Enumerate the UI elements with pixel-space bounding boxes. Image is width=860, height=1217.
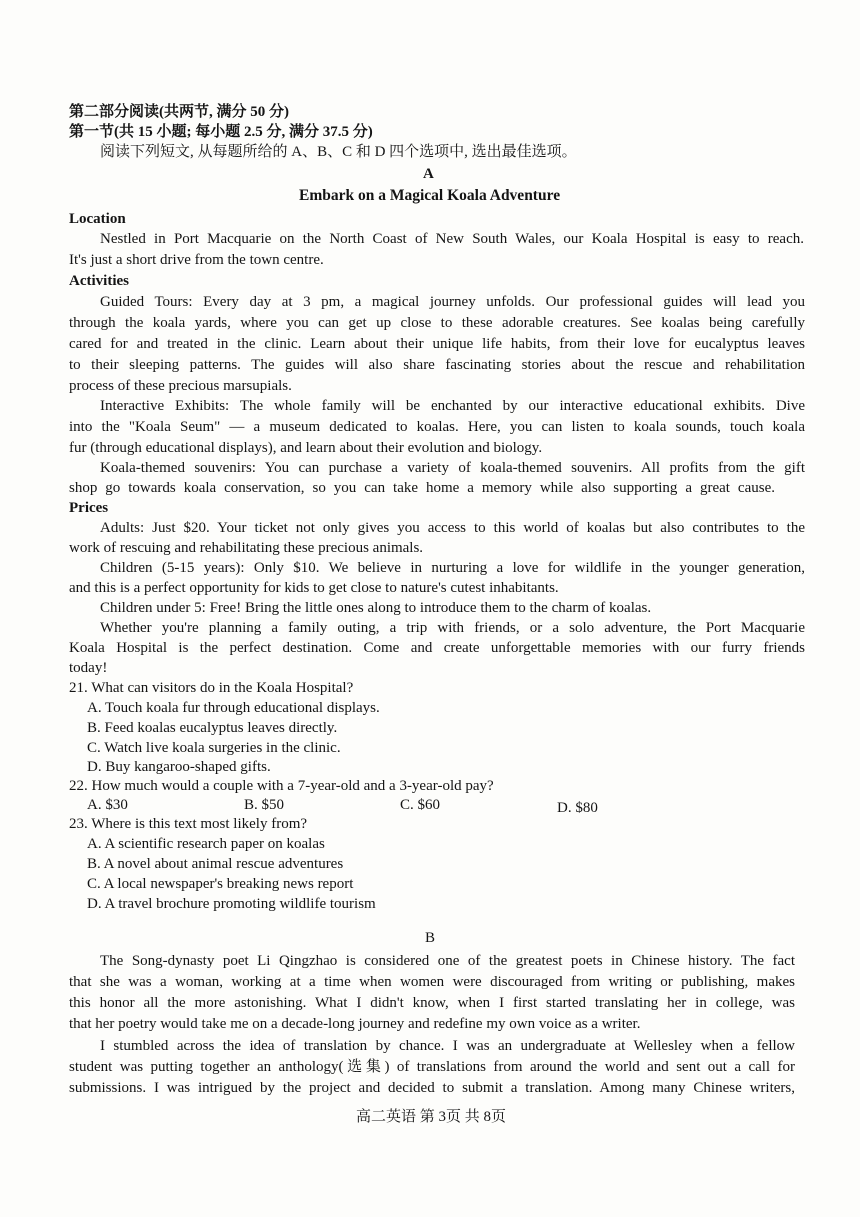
passage-a-letter: A xyxy=(423,166,434,182)
under5-line: Children under 5: Free! Bring the little ones along to introduce them to the charm of koalas. xyxy=(100,600,652,616)
children-line-1: Children (5-15 years): Only $10. We believe in nurturing a love for wildlife in the younger generation, xyxy=(100,560,805,576)
passage-b-p1-line-4: that her poetry would take me on a decade-long journey and redefine my own voice as a writer. xyxy=(69,1016,641,1032)
tours-line-4: to their sleeping patterns. The guides will also share fascinating stories about the rescue and rehabilitation xyxy=(69,357,805,373)
section-heading: 第一节(共 15 小题; 每小题 2.5 分, 满分 37.5 分) xyxy=(69,124,373,140)
tours-line-2: through the koala yards, where you can get up close to these adorable creatures. See koalas being carefully xyxy=(69,315,805,331)
passage-b-p2-line-3: submissions. I was intrigued by the project and decided to submit a translation. Among many Chinese writers, xyxy=(69,1080,795,1096)
question-23-option-b[interactable]: B. A novel about animal rescue adventures xyxy=(87,856,344,872)
passage-b-p1-line-1: The Song-dynasty poet Li Qingzhao is considered one of the greatest poets in Chinese history. The fact xyxy=(100,953,795,969)
adults-line-2: work of rescuing and rehabilitating these precious animals. xyxy=(69,540,424,556)
location-heading: Location xyxy=(69,211,126,227)
exhibits-line-2: into the "Koala Seum" — a museum dedicated to koalas. Here, you can listen to koala sounds, touch koala xyxy=(69,419,805,435)
tours-line-3: cared for and treated in the clinic. Learn about their unique life habits, from their love for eucalyptus leaves xyxy=(69,336,805,352)
question-22-option-d[interactable]: D. $80 xyxy=(557,800,598,816)
adults-line-1: Adults: Just $20. Your ticket not only gives you access to this world of koalas but also contributes to the xyxy=(100,520,805,536)
question-21-option-a[interactable]: A. Touch koala fur through educational displays. xyxy=(87,700,380,716)
question-22-option-a[interactable]: A. $30 xyxy=(87,797,128,813)
souvenirs-line-2: shop go towards koala conservation, so you can take home a memory while also supporting a great cause. xyxy=(69,480,775,496)
prices-heading: Prices xyxy=(69,500,109,516)
exhibits-line-1: Interactive Exhibits: The whole family will be enchanted by our interactive educational exhibits. Dive xyxy=(100,398,805,414)
passage-b-p2-line-2: student was putting together an anthology(选集) of translations from around the world and sent out a call for xyxy=(69,1059,795,1075)
passage-b-letter: B xyxy=(425,930,436,946)
part-heading: 第二部分阅读(共两节, 满分 50 分) xyxy=(69,104,289,120)
instruction-text: 阅读下列短文, 从每题所给的 A、B、C 和 D 四个选项中, 选出最佳选项。 xyxy=(100,144,577,160)
question-22-option-c[interactable]: C. $60 xyxy=(400,797,441,813)
question-21-option-d[interactable]: D. Buy kangaroo-shaped gifts. xyxy=(87,759,271,775)
question-22-option-b[interactable]: B. $50 xyxy=(244,797,285,813)
closing-line-3: today! xyxy=(69,660,108,676)
exhibits-line-3: fur (through educational displays), and learn about their evolution and biology. xyxy=(69,440,543,456)
question-23-option-a[interactable]: A. A scientific research paper on koalas xyxy=(87,836,325,852)
question-22-stem: 22. How much would a couple with a 7-year-old and a 3-year-old pay? xyxy=(69,778,494,794)
passage-b-p2-line-1: I stumbled across the idea of translation by chance. I was an undergraduate at Wellesley when a fellow xyxy=(100,1038,795,1054)
passage-b-p1-line-2: that she was a woman, working at a time when women were discouraged from writing or publishing, makes xyxy=(69,974,795,990)
passage-b-p1-line-3: this honor all the more astonishing. What I didn't know, when I first started translating her in college, was xyxy=(69,995,795,1011)
tours-line-5: process of these precious marsupials. xyxy=(69,378,292,394)
closing-line-1: Whether you're planning a family outing, a trip with friends, or a solo adventure, the Port Macquarie xyxy=(100,620,805,636)
page-footer: 高二英语 第 3页 共 8页 xyxy=(356,1109,507,1125)
activities-heading: Activities xyxy=(69,273,129,289)
question-23-option-c[interactable]: C. A local newspaper's breaking news report xyxy=(87,876,354,892)
location-line-1: Nestled in Port Macquarie on the North Coast of New South Wales, our Koala Hospital is easy to reach. xyxy=(100,231,804,247)
children-line-2: and this is a perfect opportunity for kids to get close to nature's cutest inhabitants. xyxy=(69,580,559,596)
location-line-2: It's just a short drive from the town centre. xyxy=(69,252,324,268)
passage-a-title: Embark on a Magical Koala Adventure xyxy=(299,187,561,204)
question-21-stem: 21. What can visitors do in the Koala Hospital? xyxy=(69,680,354,696)
souvenirs-line-1: Koala-themed souvenirs: You can purchase a variety of koala-themed souvenirs. All profits from the gift xyxy=(100,460,805,476)
question-21-option-b[interactable]: B. Feed koalas eucalyptus leaves directly. xyxy=(87,720,338,736)
question-21-option-c[interactable]: C. Watch live koala surgeries in the clinic. xyxy=(87,740,341,756)
closing-line-2: Koala Hospital is the perfect destination. Come and create unforgettable memories with our furry friends xyxy=(69,640,805,656)
question-23-option-d[interactable]: D. A travel brochure promoting wildlife tourism xyxy=(87,896,376,912)
question-23-stem: 23. Where is this text most likely from? xyxy=(69,816,308,832)
tours-line-1: Guided Tours: Every day at 3 pm, a magical journey unfolds. Our professional guides will lead you xyxy=(100,294,805,310)
